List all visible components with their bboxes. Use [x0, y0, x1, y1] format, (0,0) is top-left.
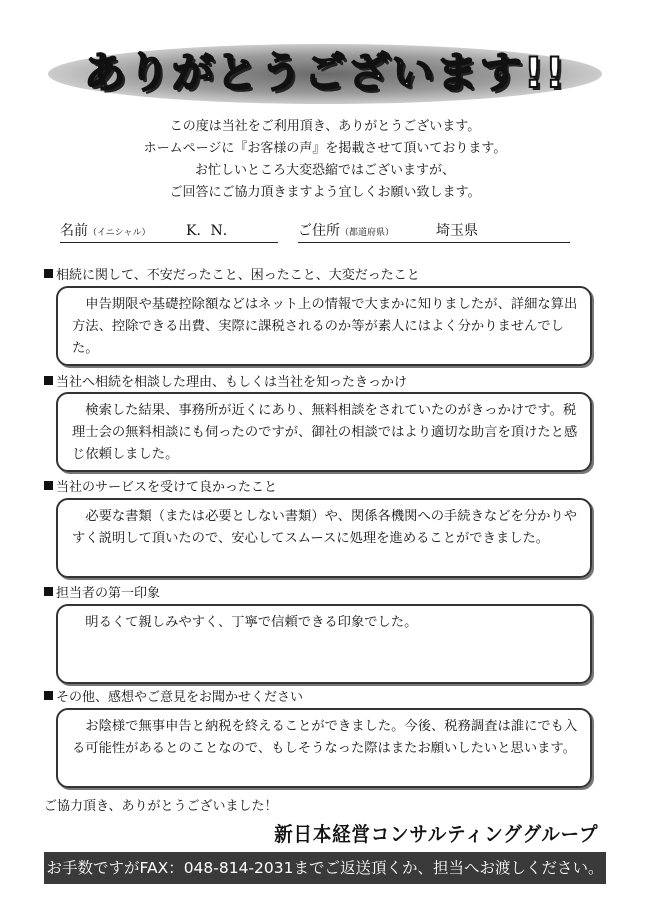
square-bullet-icon: [44, 481, 53, 490]
answer-box: [56, 392, 592, 472]
answer-box: [56, 604, 592, 684]
section-title: その他、感想やご意見をお聞かせください: [44, 686, 303, 705]
answer-text: 申告期限や基礎控除額などはネット上の情報で大まかに知りましたが、詳細な算出方法、控除できる出費、実際に課税されるのか等が素人にはよく分かりませんでした。: [72, 297, 578, 356]
name-note: （イニシャル）: [88, 228, 151, 238]
page-title: ありがとうございます!!: [83, 48, 567, 97]
closing-text: ご協力頂き、ありがとうございました！: [44, 799, 278, 814]
intro-text: [0, 116, 650, 204]
name-value: K．N．: [186, 223, 237, 239]
intro-line: この度は当社をご利用頂き、ありがとうございます。: [169, 119, 481, 134]
answer-box: [56, 498, 592, 578]
name-field: [60, 220, 278, 243]
square-bullet-icon: [44, 691, 53, 700]
section-title: 相続に関して、不安だったこと、困ったこと、大変だったこと: [44, 264, 420, 283]
answer-text: 必要な書類（または必要としない書類）や、関係各機関への手続きなどを分かりやすく説明して頂いたので、安心してスムースに処理を進めることができました。: [72, 509, 578, 546]
fax-footer: お手数ですがFAX：048-814-2031までご返送頂くか、担当へお渡しください。: [44, 852, 606, 884]
square-bullet-icon: [44, 376, 53, 385]
section-title: 担当者の第一印象: [44, 582, 160, 601]
answer-box: [56, 708, 592, 788]
address-value: 埼玉県: [436, 223, 478, 239]
section-title: 当社のサービスを受けて良かったこと: [44, 476, 277, 495]
intro-line: お忙しいところ大変恐縮ではございますが、: [194, 163, 455, 178]
square-bullet-icon: [44, 269, 53, 278]
company-name: 新日本経営コンサルティンググループ: [273, 822, 598, 846]
section-title: 当社へ相続を相談した理由、もしくは当社を知ったきっかけ: [44, 371, 407, 390]
address-label: ご住所: [298, 223, 340, 239]
name-label: 名前: [60, 223, 88, 239]
address-field: [298, 220, 570, 243]
square-bullet-icon: [44, 587, 53, 596]
intro-line: ホームページに『お客様の声』を掲載させて頂いております。: [143, 141, 507, 156]
address-note: （都道府県）: [340, 228, 395, 238]
answer-box: [56, 286, 592, 366]
answer-text: お陰様で無事申告と納税を終えることができました。今後、税務調査は誰にでも入る可能性があるとのことなので、もしそうなった際はまたお願いしたいと思います。: [72, 719, 578, 756]
answer-text: 検索した結果、事務所が近くにあり、無料相談をされていたのがきっかけです。税理士会の無料相談にも伺ったのですが、御社の相談ではより適切な助言を頂けたと感じ依頼しました。: [72, 403, 578, 462]
intro-line: ご回答にご協力頂きますよう宜しくお願い致します。: [169, 185, 481, 200]
answer-text: 明るくて親しみやすく、丁寧で信頼できる印象でした。: [85, 615, 418, 630]
